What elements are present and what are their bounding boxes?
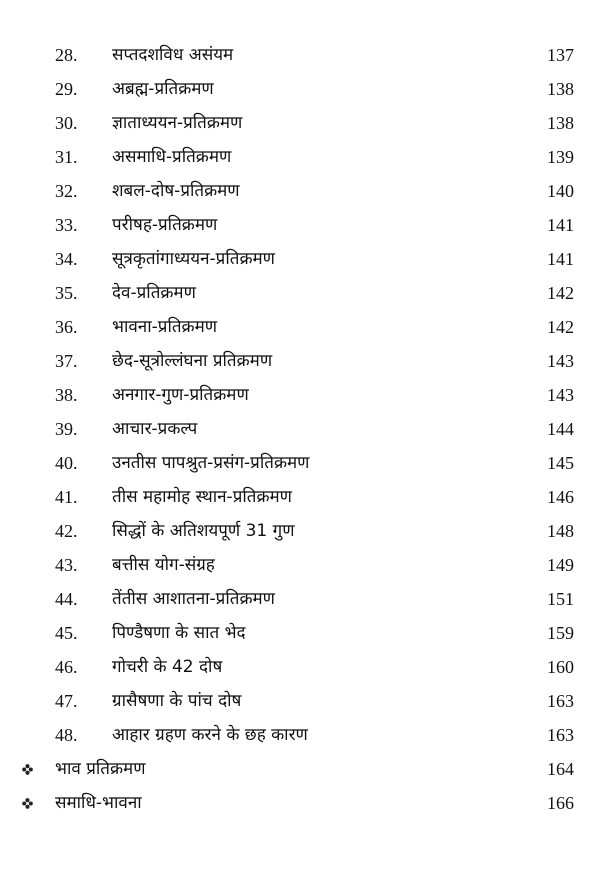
entry-page: 145 xyxy=(547,453,574,473)
toc-bullet-entry xyxy=(0,752,600,786)
entry-page: 159 xyxy=(547,623,574,643)
toc-entry-30 xyxy=(0,106,600,140)
entry-title: अनगार-गुण-प्रतिक्रमण xyxy=(112,385,249,405)
entry-title: भाव प्रतिक्रमण xyxy=(55,759,146,779)
entry-title: सिद्धों के अतिशयपूर्ण 31 गुण xyxy=(112,521,295,541)
toc-entry-42 xyxy=(0,514,600,548)
entry-page: 143 xyxy=(547,351,574,371)
entry-title: पिण्डैषणा के सात भेद xyxy=(112,623,246,643)
toc-entry-47 xyxy=(0,684,600,718)
entry-page: 144 xyxy=(547,419,574,439)
entry-title: आहार ग्रहण करने के छह कारण xyxy=(112,725,308,745)
entry-number: 40. xyxy=(55,453,78,473)
entry-number: 42. xyxy=(55,521,78,541)
entry-number: 43. xyxy=(55,555,78,575)
entry-number: 48. xyxy=(55,725,78,745)
toc-entry-43 xyxy=(0,548,600,582)
toc-entry-32 xyxy=(0,174,600,208)
entry-number: 46. xyxy=(55,657,78,677)
entry-title: परीषह-प्रतिक्रमण xyxy=(112,215,218,235)
entry-page: 143 xyxy=(547,385,574,405)
toc-entry-38 xyxy=(0,378,600,412)
toc-entry-45 xyxy=(0,616,600,650)
entry-number: 31. xyxy=(55,147,78,167)
diamond-bullet-icon xyxy=(22,764,33,775)
entry-title: समाधि-भावना xyxy=(55,793,142,813)
entry-page: 141 xyxy=(547,215,574,235)
toc-entry-41 xyxy=(0,480,600,514)
entry-page: 163 xyxy=(547,725,574,745)
toc-entry-36 xyxy=(0,310,600,344)
entry-page: 160 xyxy=(547,657,574,677)
toc-entry-40 xyxy=(0,446,600,480)
entry-number: 39. xyxy=(55,419,78,439)
entry-number: 47. xyxy=(55,691,78,711)
entry-page: 146 xyxy=(547,487,574,507)
entry-page: 151 xyxy=(547,589,574,609)
entry-page: 163 xyxy=(547,691,574,711)
entry-page: 139 xyxy=(547,147,574,167)
entry-title: आचार-प्रकल्प xyxy=(112,419,198,439)
entry-number: 28. xyxy=(55,45,78,65)
toc-entry-31 xyxy=(0,140,600,174)
entry-page: 149 xyxy=(547,555,574,575)
entry-title: सप्तदशविध असंयम xyxy=(112,45,234,65)
entry-page: 148 xyxy=(547,521,574,541)
entry-page: 141 xyxy=(547,249,574,269)
entry-title: गोचरी के 42 दोष xyxy=(112,657,223,677)
entry-title: छेद-सूत्रोल्लंघना प्रतिक्रमण xyxy=(112,351,273,371)
entry-number: 45. xyxy=(55,623,78,643)
entry-title: तेंतीस आशातना-प्रतिक्रमण xyxy=(112,589,275,609)
entry-page: 138 xyxy=(547,113,574,133)
entry-number: 30. xyxy=(55,113,78,133)
entry-title: बत्तीस योग-संग्रह xyxy=(112,555,215,575)
entry-title: सूत्रकृतांगाध्ययन-प्रतिक्रमण xyxy=(112,249,275,269)
entry-title: तीस महामोह स्थान-प्रतिक्रमण xyxy=(112,487,292,507)
entry-number: 33. xyxy=(55,215,78,235)
entry-number: 44. xyxy=(55,589,78,609)
toc-entry-34 xyxy=(0,242,600,276)
entry-page: 137 xyxy=(547,45,574,65)
entry-page: 142 xyxy=(547,283,574,303)
table-of-contents xyxy=(0,38,600,820)
entry-title: ग्रासैषणा के पांच दोष xyxy=(112,691,242,711)
entry-number: 32. xyxy=(55,181,78,201)
entry-number: 35. xyxy=(55,283,78,303)
toc-entry-29 xyxy=(0,72,600,106)
entry-page: 138 xyxy=(547,79,574,99)
entry-number: 36. xyxy=(55,317,78,337)
entry-number: 37. xyxy=(55,351,78,371)
toc-entry-33 xyxy=(0,208,600,242)
toc-entry-48 xyxy=(0,718,600,752)
entry-title: उनतीस पापश्रुत-प्रसंग-प्रतिक्रमण xyxy=(112,453,310,473)
entry-title: अब्रह्म-प्रतिक्रमण xyxy=(112,79,214,99)
entry-number: 34. xyxy=(55,249,78,269)
toc-entry-39 xyxy=(0,412,600,446)
entry-page: 166 xyxy=(547,793,574,813)
entry-title: भावना-प्रतिक्रमण xyxy=(112,317,218,337)
toc-entry-28 xyxy=(0,38,600,72)
toc-entry-37 xyxy=(0,344,600,378)
diamond-bullet-icon xyxy=(22,798,33,809)
entry-title: शबल-दोष-प्रतिक्रमण xyxy=(112,181,240,201)
entry-page: 164 xyxy=(547,759,574,779)
toc-bullet-entry xyxy=(0,786,600,820)
entry-page: 140 xyxy=(547,181,574,201)
entry-number: 38. xyxy=(55,385,78,405)
entry-title: देव-प्रतिक्रमण xyxy=(112,283,196,303)
toc-entry-46 xyxy=(0,650,600,684)
entry-title: असमाधि-प्रतिक्रमण xyxy=(112,147,232,167)
entry-title: ज्ञाताध्ययन-प्रतिक्रमण xyxy=(112,113,243,133)
entry-page: 142 xyxy=(547,317,574,337)
toc-entry-35 xyxy=(0,276,600,310)
toc-entry-44 xyxy=(0,582,600,616)
entry-number: 41. xyxy=(55,487,78,507)
entry-number: 29. xyxy=(55,79,78,99)
